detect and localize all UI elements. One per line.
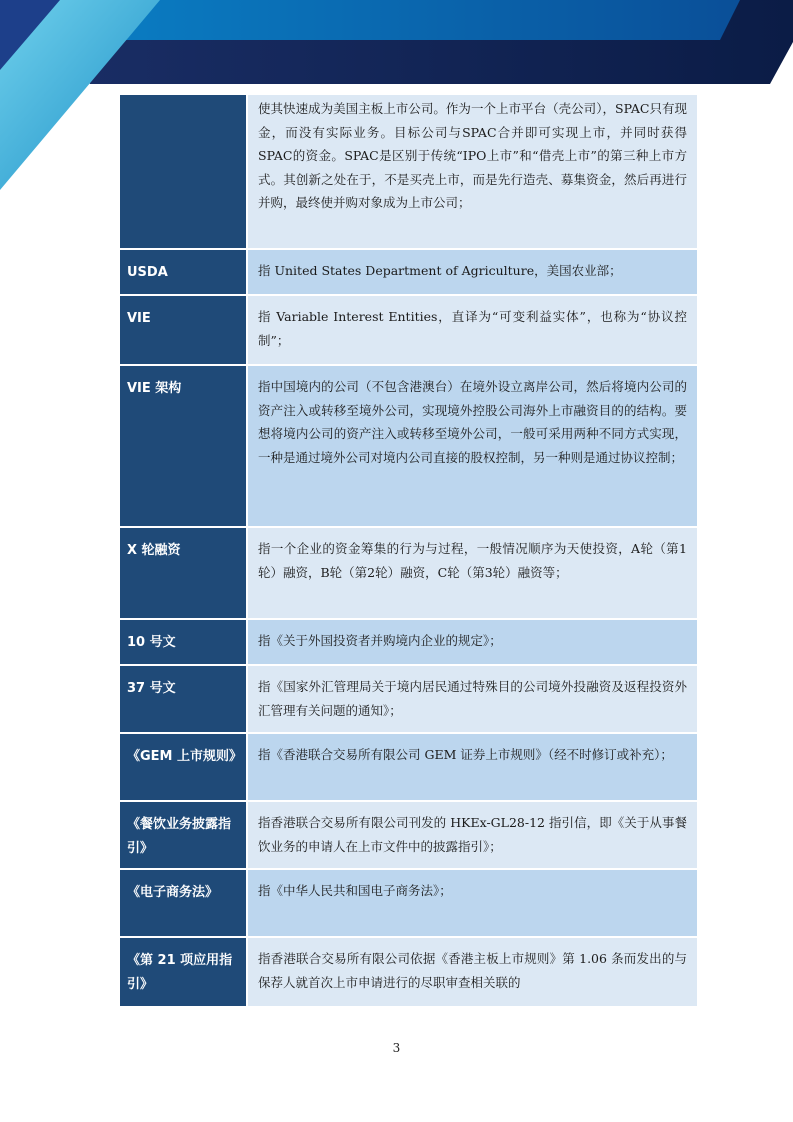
glossary-row bbox=[120, 938, 697, 1008]
glossary-term: 《GEM 上市规则》 bbox=[120, 734, 248, 802]
glossary-term: 《电子商务法》 bbox=[120, 870, 248, 938]
glossary-term: USDA bbox=[120, 250, 248, 296]
glossary-row bbox=[120, 95, 697, 250]
glossary-definition: 指《中华人民共和国电子商务法》； bbox=[248, 870, 697, 938]
glossary-row bbox=[120, 366, 697, 528]
glossary-definition: 指一个企业的资金筹集的行为与过程，一般情况顺序为天使投资，A轮（第1轮）融资，B轮（第2轮）融资，C轮（第3轮）融资等； bbox=[248, 528, 697, 620]
glossary-definition: 指 United States Department of Agriculture，美国农业部； bbox=[248, 250, 697, 296]
page-number: 3 bbox=[392, 1041, 401, 1055]
banner-corner-triangle bbox=[0, 0, 60, 70]
glossary-row bbox=[120, 734, 697, 802]
glossary-definition: 指《香港联合交易所有限公司 GEM 证券上市规则》（经不时修订或补充）； bbox=[248, 734, 697, 802]
glossary-term: 37 号文 bbox=[120, 666, 248, 734]
banner-blue-band bbox=[110, 0, 740, 40]
glossary-definition: 使其快速成为美国主板上市公司。作为一个上市平台（壳公司），SPAC只有现金，而没有实际业务。目标公司与SPAC合并即可实现上市，并同时获得SPAC的资金。SPAC是区别于传统“IPO上市”和“借壳上市”的第三种上市方式。其创新之处在于，不是买壳上市，而是先行造壳、募集资金，然后再进行并购，最终使并购对象成为上市公司； bbox=[248, 95, 697, 250]
glossary-definition: 指《关于外国投资者并购境内企业的规定》； bbox=[248, 620, 697, 666]
glossary-term: 《餐饮业务披露指引》 bbox=[120, 802, 248, 870]
glossary-term: 《第 21 项应用指引》 bbox=[120, 938, 248, 1008]
glossary-table bbox=[120, 95, 697, 1008]
glossary-term: X 轮融资 bbox=[120, 528, 248, 620]
glossary-row bbox=[120, 870, 697, 938]
glossary-definition: 指 Variable Interest Entities，直译为“可变利益实体”，也称为“协议控制”； bbox=[248, 296, 697, 366]
glossary-term: 10 号文 bbox=[120, 620, 248, 666]
glossary-definition: 指《国家外汇管理局关于境内居民通过特殊目的公司境外投融资及返程投资外汇管理有关问题的通知》； bbox=[248, 666, 697, 734]
glossary-term bbox=[120, 95, 248, 250]
glossary-definition: 指香港联合交易所有限公司依据《香港主板上市规则》第 1.06 条而发出的与保荐人就首次上市申请进行的尽职审查相关联的 bbox=[248, 938, 697, 1008]
glossary-term: VIE bbox=[120, 296, 248, 366]
glossary-row bbox=[120, 620, 697, 666]
glossary-row bbox=[120, 296, 697, 366]
glossary-term: VIE 架构 bbox=[120, 366, 248, 528]
glossary-row bbox=[120, 528, 697, 620]
glossary-definition: 指中国境内的公司（不包含港澳台）在境外设立离岸公司，然后将境内公司的资产注入或转移至境外公司，实现境外控股公司海外上市融资目的的结构。要想将境内公司的资产注入或转移至境外公司，一般可采用两种不同方式实现，一种是通过境外公司对境内公司直接的股权控制，另一种则是通过协议控制； bbox=[248, 366, 697, 528]
glossary-row bbox=[120, 250, 697, 296]
banner-navy-band bbox=[40, 0, 793, 84]
glossary-row bbox=[120, 666, 697, 734]
glossary-row bbox=[120, 802, 697, 870]
glossary-definition: 指香港联合交易所有限公司刊发的 HKEx-GL28-12 指引信，即《关于从事餐饮业务的申请人在上市文件中的披露指引》； bbox=[248, 802, 697, 870]
